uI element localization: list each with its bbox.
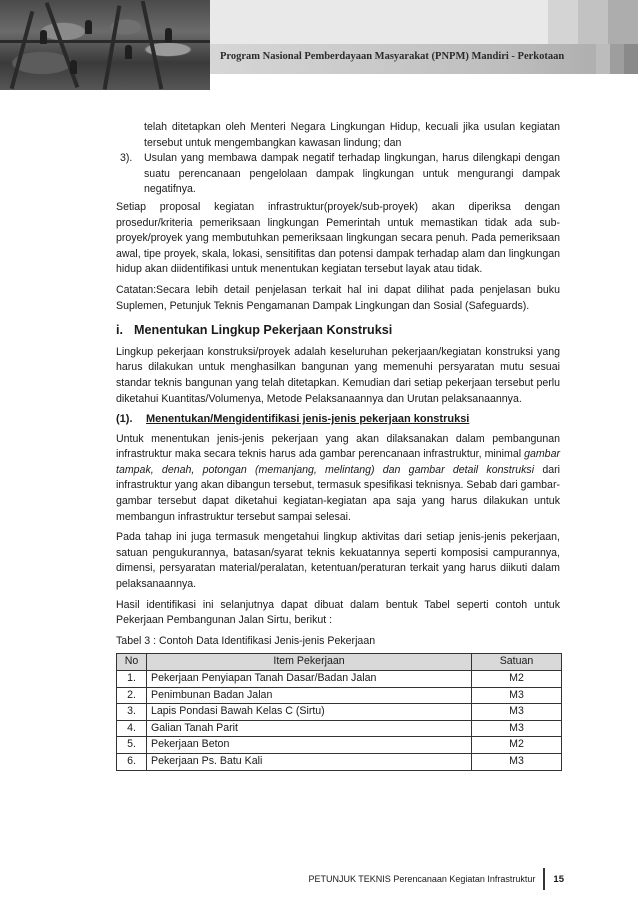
table-header-row — [117, 654, 562, 671]
list-number: 3). — [120, 152, 133, 165]
table-row: 4. Galian Tanah Parit M3 — [117, 720, 562, 737]
section-number: i. — [116, 323, 123, 338]
paragraph-proposal: Setiap proposal kegiatan infrastruktur(proyek/sub-proyek) akan diperiksa dengan prosedur/kriteria pemeriksaan lingkungan Pemerintah untuk memastikan tidak ada sub-proyek/proyek yang membutuhkan pemeriksaan lingkungan secara penuh. Pada pemeriksaan awal, tipe proyek, skala, lokasi, sensitifitas dan potensi dampak terhadap alam dan lingkungan hidup akan diidentifikasi untuk menentukan kegiatan tersebut layak atau tidak. — [116, 200, 560, 276]
table-row: 5. Pekerjaan Beton M2 — [117, 737, 562, 754]
subsection-title: Menentukan/Mengidentifikasi jenis-jenis pekerjaan konstruksi — [146, 413, 470, 426]
banner-title: Program Nasional Pemberdayaan Masyarakat (PNPM) Mandiri - Perkotaan — [220, 51, 565, 62]
banner-blocks — [596, 44, 638, 74]
page-header — [0, 0, 638, 90]
paragraph-result: Hasil identifikasi ini selanjutnya dapat dibuat dalam bentuk Tabel seperti contoh untuk Pekerjaan Pembangunan Jalan Sirtu, berikut : — [116, 598, 560, 627]
header-photo — [0, 0, 210, 90]
table-row: 1. Pekerjaan Penyiapan Tanah Dasar/Badan Jalan M2 — [117, 671, 562, 688]
section-title: Menentukan Lingkup Pekerjaan Konstruksi — [134, 323, 393, 338]
footer-title: PETUNJUK TEKNIS Perencanaan Kegiatan Infrastruktur — [308, 874, 536, 884]
header-satuan: Satuan — [472, 654, 562, 671]
table-row: 3. Lapis Pondasi Bawah Kelas C (Sirtu) M3 — [117, 704, 562, 721]
list-text: Usulan yang membawa dampak negatif terhadap lingkungan, harus dilengkapi dengan suatu perencanaan pengelolaan dampak lingkungan untuk mengurangi dampak negatifnya. — [144, 152, 560, 196]
table-caption: Tabel 3 : Contoh Data Identifikasi Jenis-jenis Pekerjaan — [116, 634, 376, 647]
paragraph-scope: Lingkup pekerjaan konstruksi/proyek adalah keseluruhan pekerjaan/kegiatan konstruksi yang harus dilakukan untuk menghasilkan bangunan yang memenuhi persyaratan mutu sesuai standar teknis bangunan yang telah ditetapkan. Kemudian dari setiap pekerjaan tersebut perlu diketahui Kuantitas/Volumenya, Metode Pelaksanaannya dan Urutan pelaksanaannya. — [116, 345, 560, 405]
footer-divider — [543, 868, 545, 890]
section-heading-i — [116, 323, 560, 339]
subsection-heading-1 — [116, 412, 560, 428]
table-row: 6. Pekerjaan Ps. Batu Kali M3 — [117, 753, 562, 770]
paragraph-note: Catatan:Secara lebih detail penjelasan terkait hal ini dapat dilihat pada penjelasan buku Suplemen, Petunjuk Teknis Pengamanan Dampak Lingkungan dan Sosial (Safeguards). — [116, 283, 560, 312]
paragraph-identify: Untuk menentukan jenis-jenis pekerjaan yang akan dilaksanakan dalam pembangunan infrastruktur maka secara teknis harus ada gambar perencanaan infrastruktur, minimal gambar tampak, denah, potongan (memanjang, melintang) dan gambar detail konstruksi dari infrastruktur yang akan dibangun tersebut, termasuk spesifikasi teknisnya. Sebab dari gambar-gambar tersebut dapat diketahui kegiatan-kegiatan apa saja yang harus dilakukan untuk membangun infrastruktur tersebut sampai selesai. — [116, 432, 560, 523]
work-items-table — [116, 653, 562, 770]
header-banner — [210, 44, 638, 74]
subsection-number: (1). — [116, 413, 133, 426]
page-content — [116, 120, 560, 771]
table-row: 2. Penimbunan Badan Jalan M3 — [117, 687, 562, 704]
header-no: No — [117, 654, 147, 671]
emphasis-drawings: gambar tampak, denah, potongan (memanjang, melintang) dan gambar detail konstruksi — [116, 448, 560, 476]
page-footer — [308, 868, 564, 890]
header-item: Item Pekerjaan — [147, 654, 472, 671]
header-top-strip — [210, 0, 638, 44]
page-number: 15 — [553, 873, 564, 885]
paragraph-stage: Pada tahap ini juga termasuk mengetahui lingkup aktivitas dari setiap jenis-jenis pekerjaan, satuan pengukurannya, batasan/syarat teknis kekuatannya seperti komposisi campurannya, dimensi, persyaratan material/peralatan, ketentuan/peraturan terkait yang harus diikuti dalam pelaksanaannya. — [116, 531, 560, 591]
continued-list-text: telah ditetapkan oleh Menteri Negara Lingkungan Hidup, kecuali jika usulan kegiatan tersebut untuk mengembangkan kawasan lindung; dan — [144, 121, 560, 149]
list-item-3 — [116, 151, 560, 198]
